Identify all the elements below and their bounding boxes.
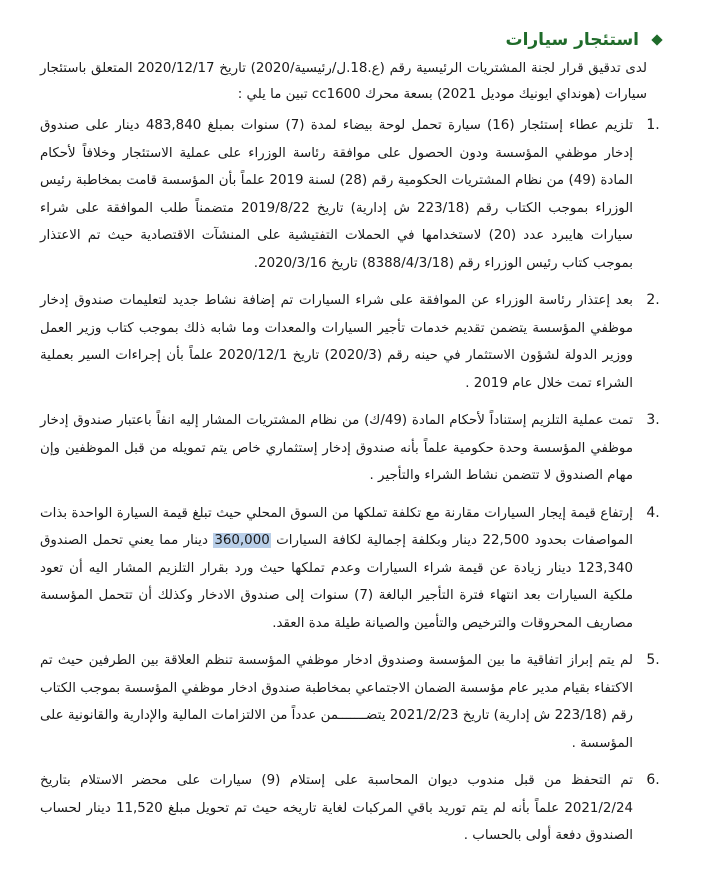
- item-text: تم التحفظ من قبل مندوب ديوان المحاسبة على إستلام (9) سيارات على محضر الاستلام بتاريخ 2021/2/24 علماً بأنه لم يتم توريد باقي المركبات لغاية تاريخه حيث تم تحويل مبلغ 11,520 دينار لحساب الصندوق دفعة أولى بالحساب .: [40, 773, 634, 843]
- item-text-part: إرتفاع قيمة إيجار السيارات مقارنة مع تكلفة تملكها من السوق المحلي حيث تبلغ قيمة السيارة الواحدة بذات المواصفات بحدود 22,500 دينار وبكلفة إجمالية لكافة السيارات: [40, 505, 633, 548]
- list-item: [40, 767, 673, 850]
- list-item: [40, 407, 673, 490]
- item-text: لم يتم إبراز اتفاقية ما بين المؤسسة وصندوق ادخار موظفي المؤسسة تنظم العلاقة بين الطرفين حيث تم الاكتفاء بقيام مدير عام مؤسسة الضمان الاجتماعي بمخاطبة صندوق ادخار موظفي المؤسسة بموجب الكتاب رقم (223/18 ش إدارية) تاريخ 2021/2/23 يتضـــــــمن عدداً من الالتزامات المالية والإدارية والقانونية على المؤسسة .: [40, 653, 633, 751]
- list-item: [40, 647, 673, 757]
- section-title: استئجار سيارات: [505, 30, 639, 50]
- item-text: بعد إعتذار رئاسة الوزراء عن الموافقة على شراء السيارات تم إضافة نشاط جديد لتعليمات صندوق إدخار موظفي المؤسسة يتضمن تقديم خدمات تأجير السيارات والمعدات وما شابه ذلك بموجب كتاب وزير العمل ووزير الدولة لشؤون الاستثمار في حينه رقم (2020/3) تاريخ 2020/12/1 علماً بأن إجراءات السير بعملية الشراء تمت خلال عام 2019 .: [40, 293, 633, 391]
- item-text: [40, 500, 633, 638]
- list-item: [40, 112, 673, 277]
- section-heading: [40, 30, 673, 50]
- diamond-bullet-icon: [651, 34, 662, 45]
- item-text: تلزيم عطاء إستئجار (16) سيارة تحمل لوحة بيضاء لمدة (7) سنوات بمبلغ 483,840 دينار على صندوق إدخار موظفي المؤسسة ودون الحصول على موافقة رئاسة الوزراء على عملية الاستئجار وخلافاً لأحكام المادة (49) من نظام المشتريات الحكومية رقم (28) لسنة 2019 علماً بأن المؤسسة قامت بمخاطبة رئيس الوزراء بموجب الكتاب رقم (223/18 ش إدارية) تاريخ 2019/8/22 متضمناً طلب الموافقة على شراء سيارات هايبرد عدد (20) لاستخدامها في الحملات التفتيشية على المنشآت الاقتصادية حيث تم الاعتذار بموجب كتاب رئيس الوزراء رقم (8388/4/3/18) تاريخ 2020/3/16.: [40, 118, 633, 271]
- list-item: [40, 500, 673, 638]
- item-number: 1.: [646, 117, 660, 133]
- list-item: [40, 287, 673, 397]
- item-number: 3.: [646, 412, 660, 428]
- item-number: 6.: [646, 772, 660, 788]
- item-text-part: دينار مما يعني تحمل الصندوق 123,340 دينار زيادة عن قيمة شراء السيارات وعدم تملكها حيث ورد بقرار التلزيم المشار اليه أن تعود ملكية السيارات بعد انتهاء فترة التأجير البالغة (7) سنوات إلى صندوق الادخار وكذلك أن تتحمل المؤسسة مصاريف المحروقات والترخيص والتأمين والصيانة طيلة مدة العقد.: [40, 533, 633, 631]
- item-text: تمت عملية التلزيم إستناداً لأحكام المادة (49/ك) من نظام المشتريات المشار إليه انفاً باعتبار صندوق إدخار موظفي المؤسسة وحدة حكومية علماً بأنه صندوق إدخار إستثماري خاص يتم تمويله من قبل الموظفين وإن مهام الصندوق لا تتضمن نشاط الشراء والتأجير .: [40, 413, 633, 483]
- item-number: 2.: [646, 292, 660, 308]
- intro-paragraph: لدى تدقيق قرار لجنة المشتريات الرئيسية رقم (ع.18.ل/رئيسية/2020) تاريخ 2020/12/17 المتعلق باستئجار سيارات (هونداي ايونيك موديل 2021) بسعة محرك cc1600 تبين ما يلي :: [40, 61, 647, 102]
- selected-text-highlight[interactable]: 360,000: [214, 533, 270, 548]
- item-number: 5.: [646, 652, 660, 668]
- item-number: 4.: [646, 504, 660, 521]
